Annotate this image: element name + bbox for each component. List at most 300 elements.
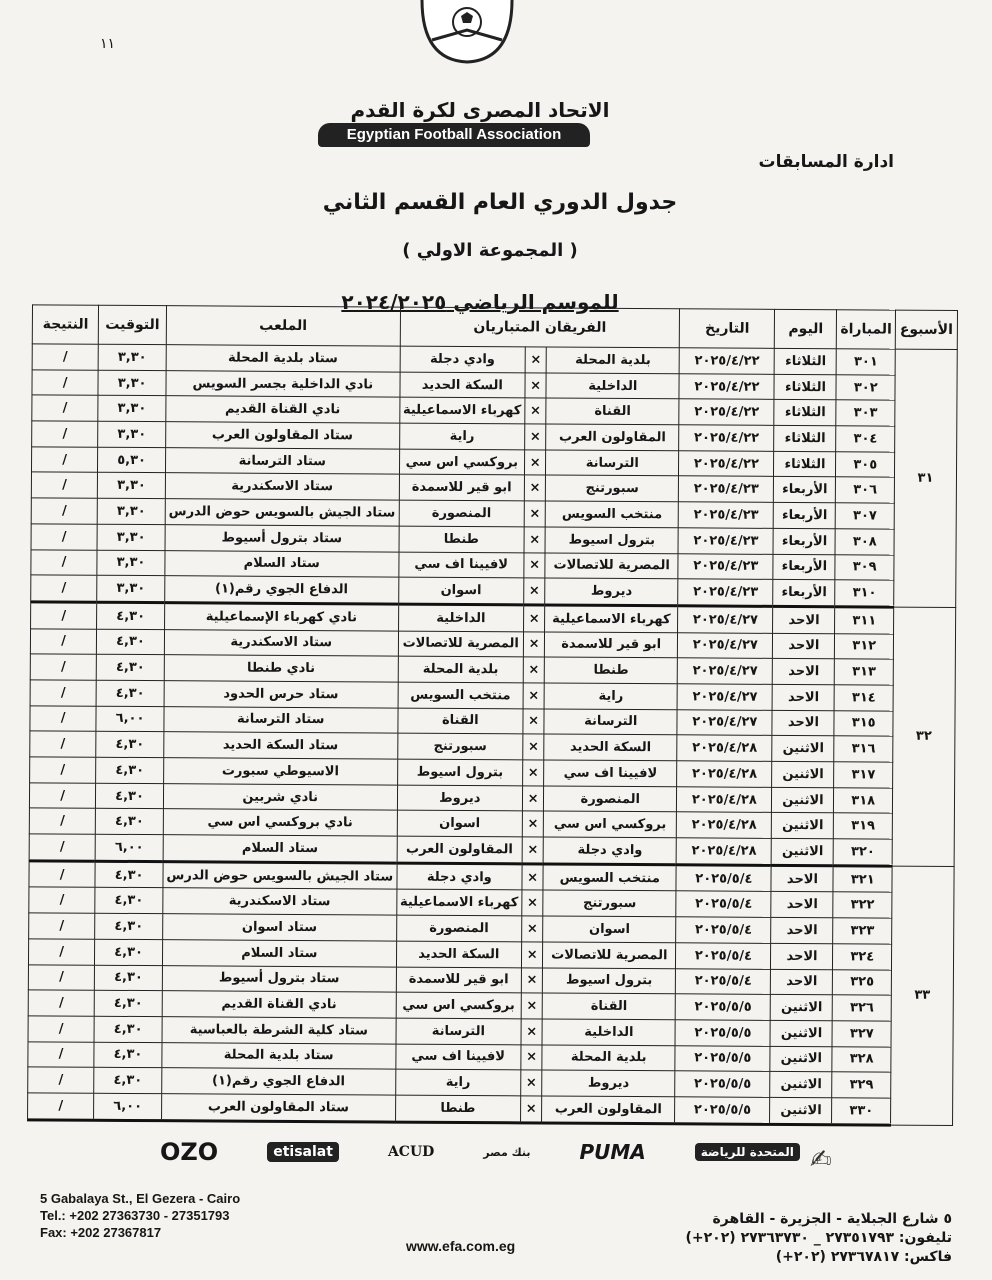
department-label: ادارة المسابقات	[758, 152, 894, 172]
home-team: ابو قير للاسمدة	[545, 632, 678, 658]
match-day: الاحد	[773, 633, 835, 659]
match-result: /	[29, 861, 95, 888]
week-number: ٣١	[894, 349, 958, 607]
kickoff-time: ٤,٣٠	[96, 732, 164, 758]
versus-mark: ×	[522, 864, 543, 891]
away-team: طنطا	[399, 526, 525, 552]
away-team: وادي دجلة	[400, 346, 526, 372]
match-result: /	[30, 757, 96, 783]
match-day: الاثنين	[772, 813, 834, 839]
match-result: /	[28, 1093, 94, 1120]
home-team: بلدية المحلة	[542, 1045, 675, 1071]
page-number: ١١	[100, 36, 116, 52]
venue: ستاد اسوان	[163, 914, 397, 941]
match-result: /	[30, 680, 96, 706]
match-result: /	[28, 939, 94, 965]
match-day: الاحد	[773, 659, 835, 685]
away-team: المصرية للاتصالات	[398, 631, 524, 657]
sponsor-logo: المتحدة للرياضة	[695, 1143, 800, 1161]
home-team: القناة	[542, 993, 675, 1019]
match-date: ٢٠٢٥/٤/٢٢	[679, 348, 774, 374]
match-number: ٣٣٠	[832, 1098, 891, 1125]
match-day: الاحد	[771, 943, 833, 969]
versus-mark: ×	[524, 605, 545, 632]
kickoff-time: ٣,٣٠	[97, 498, 165, 524]
match-date: ٢٠٢٥/٥/٥	[675, 1071, 770, 1097]
week-number: ٣٣	[891, 866, 955, 1125]
away-team: السكة الحديد	[400, 372, 526, 398]
venue: ستاد الاسكندرية	[165, 473, 399, 500]
kickoff-time: ٤,٣٠	[94, 990, 162, 1016]
sponsor-logo: etisalat	[267, 1142, 339, 1162]
match-number: ٣٠٣	[836, 400, 895, 426]
match-number: ٣١١	[835, 607, 894, 634]
versus-mark: ×	[523, 760, 544, 786]
match-number: ٣٠٧	[836, 503, 895, 529]
match-number: ٣٢٠	[834, 839, 893, 866]
venue: ستاد بلدية المحلة	[162, 1042, 396, 1069]
match-date: ٢٠٢٥/٤/٢٢	[679, 399, 774, 425]
kickoff-time: ٤,٣٠	[96, 757, 164, 783]
kickoff-time: ٣,٣٠	[98, 370, 166, 396]
match-number: ٣٠٤	[836, 426, 895, 452]
match-date: ٢٠٢٥/٤/٢٧	[678, 606, 773, 633]
away-team: المقاولون العرب	[397, 836, 523, 863]
venue: ستاد السكة الحديد	[164, 732, 398, 759]
home-team: وادي دجلة	[543, 837, 676, 864]
home-team: الداخلية	[546, 373, 679, 399]
address-line: 5 Gabalaya St., El Gezera - Cairo	[40, 1191, 241, 1206]
sponsor-logos	[160, 1128, 800, 1176]
match-date: ٢٠٢٥/٤/٢٧	[677, 709, 772, 735]
match-date: ٢٠٢٥/٥/٥	[675, 1020, 770, 1046]
kickoff-time: ٤,٣٠	[94, 1042, 162, 1068]
match-day: الاحد	[773, 606, 835, 633]
versus-mark: ×	[522, 811, 543, 837]
match-result: /	[28, 1067, 94, 1093]
match-number: ٣٢٦	[833, 995, 892, 1021]
match-day: الثلاثاء	[774, 425, 836, 451]
match-day: الثلاثاء	[774, 400, 836, 426]
versus-mark: ×	[523, 657, 544, 683]
versus-mark: ×	[522, 916, 543, 942]
home-team: سبورتنج	[546, 475, 679, 501]
kickoff-time: ٣,٣٠	[97, 575, 165, 602]
match-result: /	[31, 498, 97, 524]
versus-mark: ×	[524, 450, 545, 476]
match-date: ٢٠٢٥/٥/٥	[675, 994, 770, 1020]
match-date: ٢٠٢٥/٤/٢٧	[678, 658, 773, 684]
venue: ستاد السلام	[165, 550, 399, 577]
away-team: ابو قير للاسمدة	[399, 475, 525, 501]
match-day: الاحد	[772, 710, 834, 736]
away-team: بروكسي اس سي	[396, 992, 522, 1018]
schedule-table	[27, 304, 958, 1126]
match-number: ٣١٩	[834, 813, 893, 839]
match-result: /	[28, 990, 94, 1016]
match-day: الاحد	[771, 917, 833, 943]
away-team: السكة الحديد	[396, 941, 522, 967]
away-team: راية	[395, 1069, 521, 1095]
match-number: ٣١٧	[834, 762, 893, 788]
versus-mark: ×	[521, 1096, 542, 1123]
kickoff-time: ٣,٣٠	[97, 524, 165, 550]
versus-mark: ×	[523, 708, 544, 734]
venue: ستاد المقاولون العرب	[161, 1094, 395, 1122]
match-result: /	[29, 783, 95, 809]
venue: ستاد الاسكندرية	[164, 629, 398, 656]
match-date: ٢٠٢٥/٤/٢٢	[679, 451, 774, 477]
match-number: ٣٢٣	[833, 918, 892, 944]
venue: نادي بروكسي اس سي	[163, 809, 397, 836]
kickoff-time: ٤,٣٠	[97, 602, 165, 629]
match-result: /	[30, 628, 96, 654]
match-date: ٢٠٢٥/٤/٢٣	[678, 579, 773, 606]
venue: نادي طنطا	[164, 655, 398, 682]
away-team: ديروط	[397, 785, 523, 811]
versus-mark: ×	[522, 890, 543, 916]
col-venue: الملعب	[166, 306, 400, 346]
match-day: الثلاثاء	[774, 374, 836, 400]
home-team: السكة الحديد	[544, 734, 677, 760]
versus-mark: ×	[524, 578, 545, 605]
address-line: ٥ شارع الجبلاية - الجزيرة - القاهرة	[712, 1211, 952, 1227]
match-day: الأربعاء	[774, 477, 836, 503]
home-team: الترسانة	[546, 450, 679, 476]
match-day: الاحد	[772, 684, 834, 710]
match-date: ٢٠٢٥/٥/٤	[676, 891, 771, 917]
match-number: ٣٢٩	[832, 1072, 891, 1098]
match-number: ٣١٢	[835, 633, 894, 659]
match-day: الاحد	[771, 865, 833, 892]
match-day: الاثنين	[772, 736, 834, 762]
versus-mark: ×	[521, 967, 542, 993]
match-number: ٣٠٢	[836, 374, 895, 400]
match-result: /	[32, 421, 98, 447]
signature: ✍	[810, 1145, 832, 1175]
match-date: ٢٠٢٥/٤/٢٨	[677, 812, 772, 838]
website-link[interactable]: www.efa.com.eg	[406, 1238, 516, 1254]
match-date: ٢٠٢٥/٤/٢٧	[678, 632, 773, 658]
match-date: ٢٠٢٥/٤/٢٨	[677, 786, 772, 812]
sponsor-logo: ACUD	[387, 1144, 435, 1160]
venue: الدفاع الجوي رقم(١)	[162, 1068, 396, 1095]
away-team: المنصورة	[399, 500, 525, 526]
match-day: الاثنين	[770, 1072, 832, 1098]
venue: ستاد بلدية المحلة	[166, 345, 400, 372]
home-team: كهرباء الاسماعيلية	[545, 605, 678, 632]
match-day: الأربعاء	[773, 528, 835, 554]
away-team: سبورتنج	[397, 733, 523, 759]
home-team: بترول اسيوط	[545, 527, 678, 553]
venue: ستاد كلية الشرطة بالعباسية	[162, 1017, 396, 1044]
kickoff-time: ٤,٣٠	[95, 913, 163, 939]
kickoff-time: ٤,٣٠	[95, 809, 163, 835]
kickoff-time: ٦,٠٠	[96, 706, 164, 732]
venue: ستاد الترسانة	[165, 447, 399, 474]
venue: نادي القناة القديم	[166, 396, 400, 423]
match-number: ٣٠٨	[835, 529, 894, 555]
match-date: ٢٠٢٥/٥/٥	[675, 1097, 770, 1124]
match-day: الثلاثاء	[775, 348, 837, 374]
kickoff-time: ٤,٣٠	[95, 888, 163, 914]
col-date: التاريخ	[680, 309, 775, 349]
versus-mark: ×	[523, 631, 544, 657]
kickoff-time: ٣,٣٠	[98, 421, 166, 447]
match-result: /	[29, 808, 95, 834]
match-day: الأربعاء	[774, 503, 836, 529]
match-date: ٢٠٢٥/٥/٤	[676, 943, 771, 969]
season-label: للموسم الرياضي ٢٠٢٤/٢٠٢٥	[341, 290, 619, 314]
match-number: ٣١٥	[834, 710, 893, 736]
away-team: كهرباء الاسماعيلية	[399, 397, 525, 423]
kickoff-time: ٤,٣٠	[95, 965, 163, 991]
match-day: الاثنين	[772, 838, 834, 865]
match-number: ٣١٣	[835, 659, 894, 685]
away-team: المنصورة	[396, 915, 522, 941]
kickoff-time: ٥,٣٠	[98, 447, 166, 473]
phone-line: تليفون: ٢٧٣٥١٧٩٣ _ ٢٧٣٦٣٧٣٠ (٢٠٢+)	[685, 1230, 952, 1246]
away-team: طنطا	[395, 1095, 521, 1122]
venue: نادي شربين	[163, 783, 397, 810]
match-day: الأربعاء	[773, 554, 835, 580]
match-number: ٣٢١	[833, 866, 892, 893]
match-number: ٣٢٧	[832, 1021, 891, 1047]
home-team: بترول اسيوط	[543, 967, 676, 993]
versus-mark: ×	[524, 552, 545, 578]
versus-mark: ×	[521, 993, 542, 1019]
home-team: ديروط	[545, 578, 678, 605]
match-number: ٣٠٩	[835, 554, 894, 580]
away-team: كهرباء الاسماعيلية	[396, 890, 522, 916]
col-teams: الفريقان المتباريان	[400, 307, 680, 348]
venue: ستاد بترول أسيوط	[162, 965, 396, 992]
versus-mark: ×	[521, 942, 542, 968]
match-result: /	[31, 549, 97, 575]
home-team: بلدية المحلة	[546, 347, 679, 373]
home-team: ديروط	[542, 1070, 675, 1096]
match-number: ٣١٦	[834, 736, 893, 762]
match-date: ٢٠٢٥/٤/٢٢	[679, 373, 774, 399]
kickoff-time: ٤,٣٠	[96, 783, 164, 809]
match-result: /	[32, 370, 98, 396]
venue: نادي القناة القديم	[162, 991, 396, 1018]
org-name-english: Egyptian Football Association	[318, 123, 590, 147]
match-date: ٢٠٢٥/٤/٢٨	[677, 735, 772, 761]
kickoff-time: ٤,٣٠	[95, 939, 163, 965]
versus-mark: ×	[525, 398, 546, 424]
home-team: منتخب السويس	[545, 501, 678, 527]
match-number: ٣٠٥	[836, 452, 895, 478]
col-day: اليوم	[775, 309, 837, 348]
home-team: المقاولون العرب	[546, 424, 679, 450]
venue: الدفاع الجوي رقم(١)	[165, 576, 399, 604]
sponsor-logo: بنك مصر	[483, 1145, 531, 1159]
match-number: ٣٠٦	[836, 477, 895, 503]
sponsor-logo: PUMA	[579, 1140, 646, 1164]
venue: ستاد الترسانة	[164, 706, 398, 733]
home-team: راية	[544, 683, 677, 709]
kickoff-time: ٣,٣٠	[98, 396, 166, 422]
match-date: ٢٠٢٥/٤/٢٧	[677, 684, 772, 710]
home-team: المقاولون العرب	[542, 1096, 675, 1123]
away-team: القناة	[398, 708, 524, 734]
match-day: الاحد	[771, 969, 833, 995]
match-day: الأربعاء	[773, 580, 835, 607]
kickoff-time: ٤,٣٠	[94, 1016, 162, 1042]
table-row	[28, 1093, 953, 1125]
versus-mark: ×	[525, 347, 546, 373]
match-number: ٣٢٢	[833, 892, 892, 918]
away-team: الداخلية	[398, 604, 524, 631]
match-day: الاحد	[771, 892, 833, 918]
match-date: ٢٠٢٥/٤/٢٢	[679, 425, 774, 451]
versus-mark: ×	[521, 1019, 542, 1045]
versus-mark: ×	[524, 527, 545, 553]
away-team: وادي دجلة	[397, 863, 523, 890]
match-day: الاثنين	[770, 1097, 832, 1124]
match-result: /	[32, 395, 98, 421]
kickoff-time: ٤,٣٠	[94, 1067, 162, 1093]
versus-mark: ×	[521, 1044, 542, 1070]
match-number: ٣١٠	[835, 580, 894, 607]
home-team: الترسانة	[544, 709, 677, 735]
kickoff-time: ٣,٣٠	[98, 473, 166, 499]
match-number: ٣٢٥	[833, 969, 892, 995]
versus-mark: ×	[521, 1070, 542, 1096]
phone-line: Tel.: +202 27363730 - 27351793	[40, 1208, 230, 1223]
match-number: ٣٠١	[837, 349, 896, 375]
col-result: النتيجة	[32, 305, 98, 344]
home-team: بروكسي اس سي	[544, 811, 677, 837]
venue: ستاد السلام	[163, 835, 397, 863]
kickoff-time: ٤,٣٠	[95, 861, 163, 888]
kickoff-time: ٦,٠٠	[94, 1093, 162, 1120]
match-date: ٢٠٢٥/٤/٢٣	[679, 476, 774, 502]
home-team: الداخلية	[542, 1019, 675, 1045]
group-label: ( المجموعة الاولي )	[402, 240, 578, 261]
match-date: ٢٠٢٥/٤/٢٨	[676, 838, 771, 865]
match-result: /	[29, 834, 95, 861]
home-team: سبورتنج	[543, 890, 676, 916]
match-date: ٢٠٢٥/٤/٢٣	[678, 502, 773, 528]
address-arabic	[686, 1210, 953, 1267]
versus-mark: ×	[523, 683, 544, 709]
venue: ستاد حرس الحدود	[164, 681, 398, 708]
kickoff-time: ٤,٣٠	[96, 654, 164, 680]
match-result: /	[31, 602, 97, 629]
home-team: المصرية للاتصالات	[543, 942, 676, 968]
home-team: المنصورة	[544, 786, 677, 812]
match-day: الاثنين	[772, 761, 834, 787]
match-result: /	[29, 913, 95, 939]
kickoff-time: ٤,٣٠	[96, 680, 164, 706]
match-number: ٣١٤	[835, 685, 894, 711]
kickoff-time: ٣,٣٠	[97, 550, 165, 576]
venue: ستاد المقاولون العرب	[166, 422, 400, 449]
away-team: منتخب السويس	[398, 682, 524, 708]
venue: نادي كهرباء الإسماعيلية	[164, 603, 398, 631]
address-english	[40, 1190, 240, 1241]
home-team: المصرية للاتصالات	[545, 552, 678, 578]
away-team: الترسانة	[396, 1018, 522, 1044]
document-title: جدول الدوري العام القسم الثاني	[322, 190, 678, 215]
venue: الاسيوطي سبورت	[163, 758, 397, 785]
match-result: /	[32, 344, 98, 370]
match-number: ٣١٨	[834, 787, 893, 813]
match-result: /	[29, 887, 95, 913]
match-date: ٢٠٢٥/٥/٥	[675, 1045, 770, 1071]
home-team: القناة	[546, 398, 679, 424]
away-team: اسوان	[398, 577, 524, 604]
venue: ستاد الجيش بالسويس حوض الدرس	[163, 861, 397, 889]
venue: ستاد بترول أسيوط	[165, 524, 399, 551]
match-result: /	[31, 524, 97, 550]
org-name-arabic: الاتحاد المصرى لكرة القدم	[350, 98, 610, 122]
match-date: ٢٠٢٥/٥/٤	[676, 917, 771, 943]
match-result: /	[30, 654, 96, 680]
match-result: /	[31, 472, 97, 498]
fax-line: Fax: +202 27367817	[40, 1225, 162, 1240]
match-date: ٢٠٢٥/٤/٢٨	[677, 761, 772, 787]
away-team: لافيينا اف سي	[395, 1044, 521, 1070]
venue: نادي الداخلية بجسر السويس	[166, 370, 400, 397]
away-team: راية	[399, 423, 525, 449]
col-match: المباراة	[837, 310, 896, 349]
kickoff-time: ٤,٣٠	[97, 629, 165, 655]
away-team: لافيينا اف سي	[398, 552, 524, 578]
match-date: ٢٠٢٥/٥/٤	[676, 865, 771, 892]
venue: ستاد السلام	[162, 939, 396, 966]
match-result: /	[28, 1016, 94, 1042]
match-number: ٣٢٨	[832, 1046, 891, 1072]
match-day: الاثنين	[772, 787, 834, 813]
col-week: الأسبوع	[895, 310, 957, 349]
match-day: الاثنين	[771, 995, 833, 1021]
match-result: /	[30, 731, 96, 757]
table-header-row	[32, 305, 957, 350]
venue: ستاد الجيش بالسويس حوض الدرس	[165, 499, 399, 526]
match-result: /	[28, 1041, 94, 1067]
away-team: بروكسي اس سي	[399, 449, 525, 475]
efa-logo-icon	[412, 0, 522, 64]
away-team: ابو قير للاسمدة	[396, 967, 522, 993]
versus-mark: ×	[523, 734, 544, 760]
versus-mark: ×	[525, 373, 546, 399]
match-result: /	[31, 447, 97, 473]
match-result: /	[31, 575, 97, 602]
away-team: بلدية المحلة	[398, 656, 524, 682]
match-day: الاثنين	[770, 1046, 832, 1072]
match-day: الثلاثاء	[774, 451, 836, 477]
venue: ستاد الاسكندرية	[163, 888, 397, 915]
away-team: بترول اسيوط	[397, 759, 523, 785]
home-team: منتخب السويس	[543, 864, 676, 891]
away-team: اسوان	[397, 810, 523, 836]
match-date: ٢٠٢٥/٤/٢٣	[678, 553, 773, 579]
match-number: ٣٢٤	[833, 944, 892, 970]
versus-mark: ×	[524, 501, 545, 527]
match-day: الاثنين	[770, 1020, 832, 1046]
kickoff-time: ٣,٣٠	[98, 344, 166, 370]
match-date: ٢٠٢٥/٤/٢٣	[678, 528, 773, 554]
versus-mark: ×	[522, 837, 543, 864]
home-team: لافيينا اف سي	[544, 760, 677, 786]
week-number: ٣٢	[892, 607, 956, 866]
match-result: /	[28, 964, 94, 990]
home-team: اسوان	[543, 916, 676, 942]
home-team: طنطا	[544, 657, 677, 683]
